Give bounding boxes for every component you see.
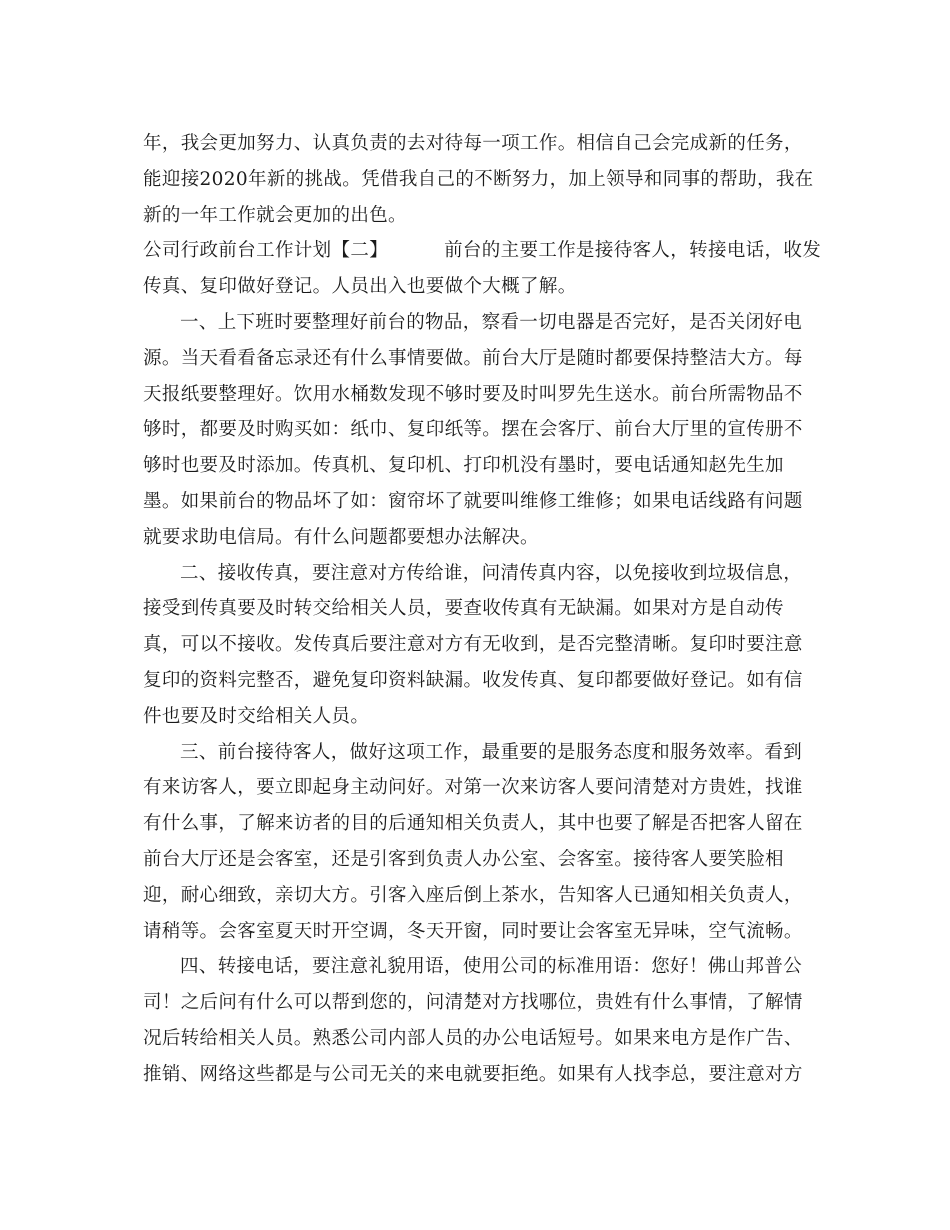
text-line: 有什么事，了解来访者的目的后通知相关负责人，其中也要了解是否把客人留在 bbox=[143, 813, 803, 835]
text-line: 够时，都要及时购买如：纸巾、复印纸等。摆在会客厅、前台大厅里的宣传册不 bbox=[143, 419, 803, 441]
text-line: 请稍等。会客室夏天时开空调，冬天开窗，同时要让会客室无异味，空气流畅。 bbox=[143, 920, 803, 942]
text-line: 件也要及时交给相关人员。 bbox=[143, 705, 370, 727]
text-line: 天报纸要整理好。饮用水桶数发现不够时要及时叫罗先生送水。前台所需物品不 bbox=[143, 383, 803, 405]
section-heading-title: 公司行政前台工作计划【二】 bbox=[143, 240, 389, 262]
text-line: 够时也要及时添加。传真机、复印机、打印机没有墨时，要电话通知赵先生加 bbox=[143, 455, 784, 477]
text-line: 推销、网络这些都是与公司无关的来电就要拒绝。如果有人找李总，要注意对方 bbox=[143, 1063, 803, 1085]
paragraph-first-line: 一、上下班时要整理好前台的物品，察看一切电器是否完好，是否关闭好电 bbox=[180, 311, 803, 333]
text-line: 有来访客人，要立即起身主动问好。对第一次来访客人要问清楚对方贵姓，找谁 bbox=[143, 777, 803, 799]
text-line: 真，可以不接收。发传真后要注意对方有无收到，是否完整清晰。复印时要注意 bbox=[143, 634, 803, 656]
paragraph-first-line: 二、接收传真，要注意对方传给谁，问清传真内容，以免接收到垃圾信息， bbox=[180, 562, 803, 584]
document-body bbox=[143, 126, 822, 1093]
text-line: 传真、复印做好登记。人员出入也要做个大概了解。 bbox=[143, 276, 577, 298]
text-line: 司！之后问有什么可以帮到您的，问清楚对方找哪位，贵姓有什么事情，了解情 bbox=[143, 992, 803, 1014]
text-line: 复印的资料完整否，避免复印资料缺漏。收发传真、复印都要做好登记。如有信 bbox=[143, 669, 803, 691]
text-line: 年，我会更加努力、认真负责的去对待每一项工作。相信自己会完成新的任务， bbox=[143, 133, 803, 154]
section-heading-line bbox=[143, 233, 822, 269]
text-line: 墨。如果前台的物品坏了如：窗帘坏了就要叫维修工维修；如果电话线路有问题 bbox=[143, 490, 803, 512]
text-line: 前台大厅还是会客室，还是引客到负责人办公室、会客室。接待客人要笑脸相 bbox=[143, 848, 784, 870]
paragraph-first-line: 三、前台接待客人，做好这项工作，最重要的是服务态度和服务效率。看到 bbox=[180, 741, 803, 763]
paragraph-first-line: 四、转接电话，要注意礼貌用语，使用公司的标准用语：您好！佛山邦普公 bbox=[180, 956, 803, 978]
text-line: 能迎接2020年新的挑战。凭借我自己的不断努力，加上领导和同事的帮助，我在 bbox=[143, 168, 814, 190]
text-line: 就要求助电信局。有什么问题都要想办法解决。 bbox=[143, 526, 539, 548]
text-line: 接受到传真要及时转交给相关人员，要查收传真有无缺漏。如果对方是自动传 bbox=[143, 598, 784, 620]
section-heading-text: 前台的主要工作是接待客人，转接电话，收发 bbox=[444, 240, 822, 262]
text-line: 迎，耐心细致，亲切大方。引客入座后倒上茶水，告知客人已通知相关负责人， bbox=[143, 884, 803, 906]
text-line: 源。当天看看备忘录还有什么事情要做。前台大厅是随时都要保持整洁大方。每 bbox=[143, 347, 803, 369]
text-line: 况后转给相关人员。熟悉公司内部人员的办公电话短号。如果来电方是作广告、 bbox=[143, 1027, 803, 1049]
text-line: 新的一年工作就会更加的出色。 bbox=[143, 204, 407, 226]
